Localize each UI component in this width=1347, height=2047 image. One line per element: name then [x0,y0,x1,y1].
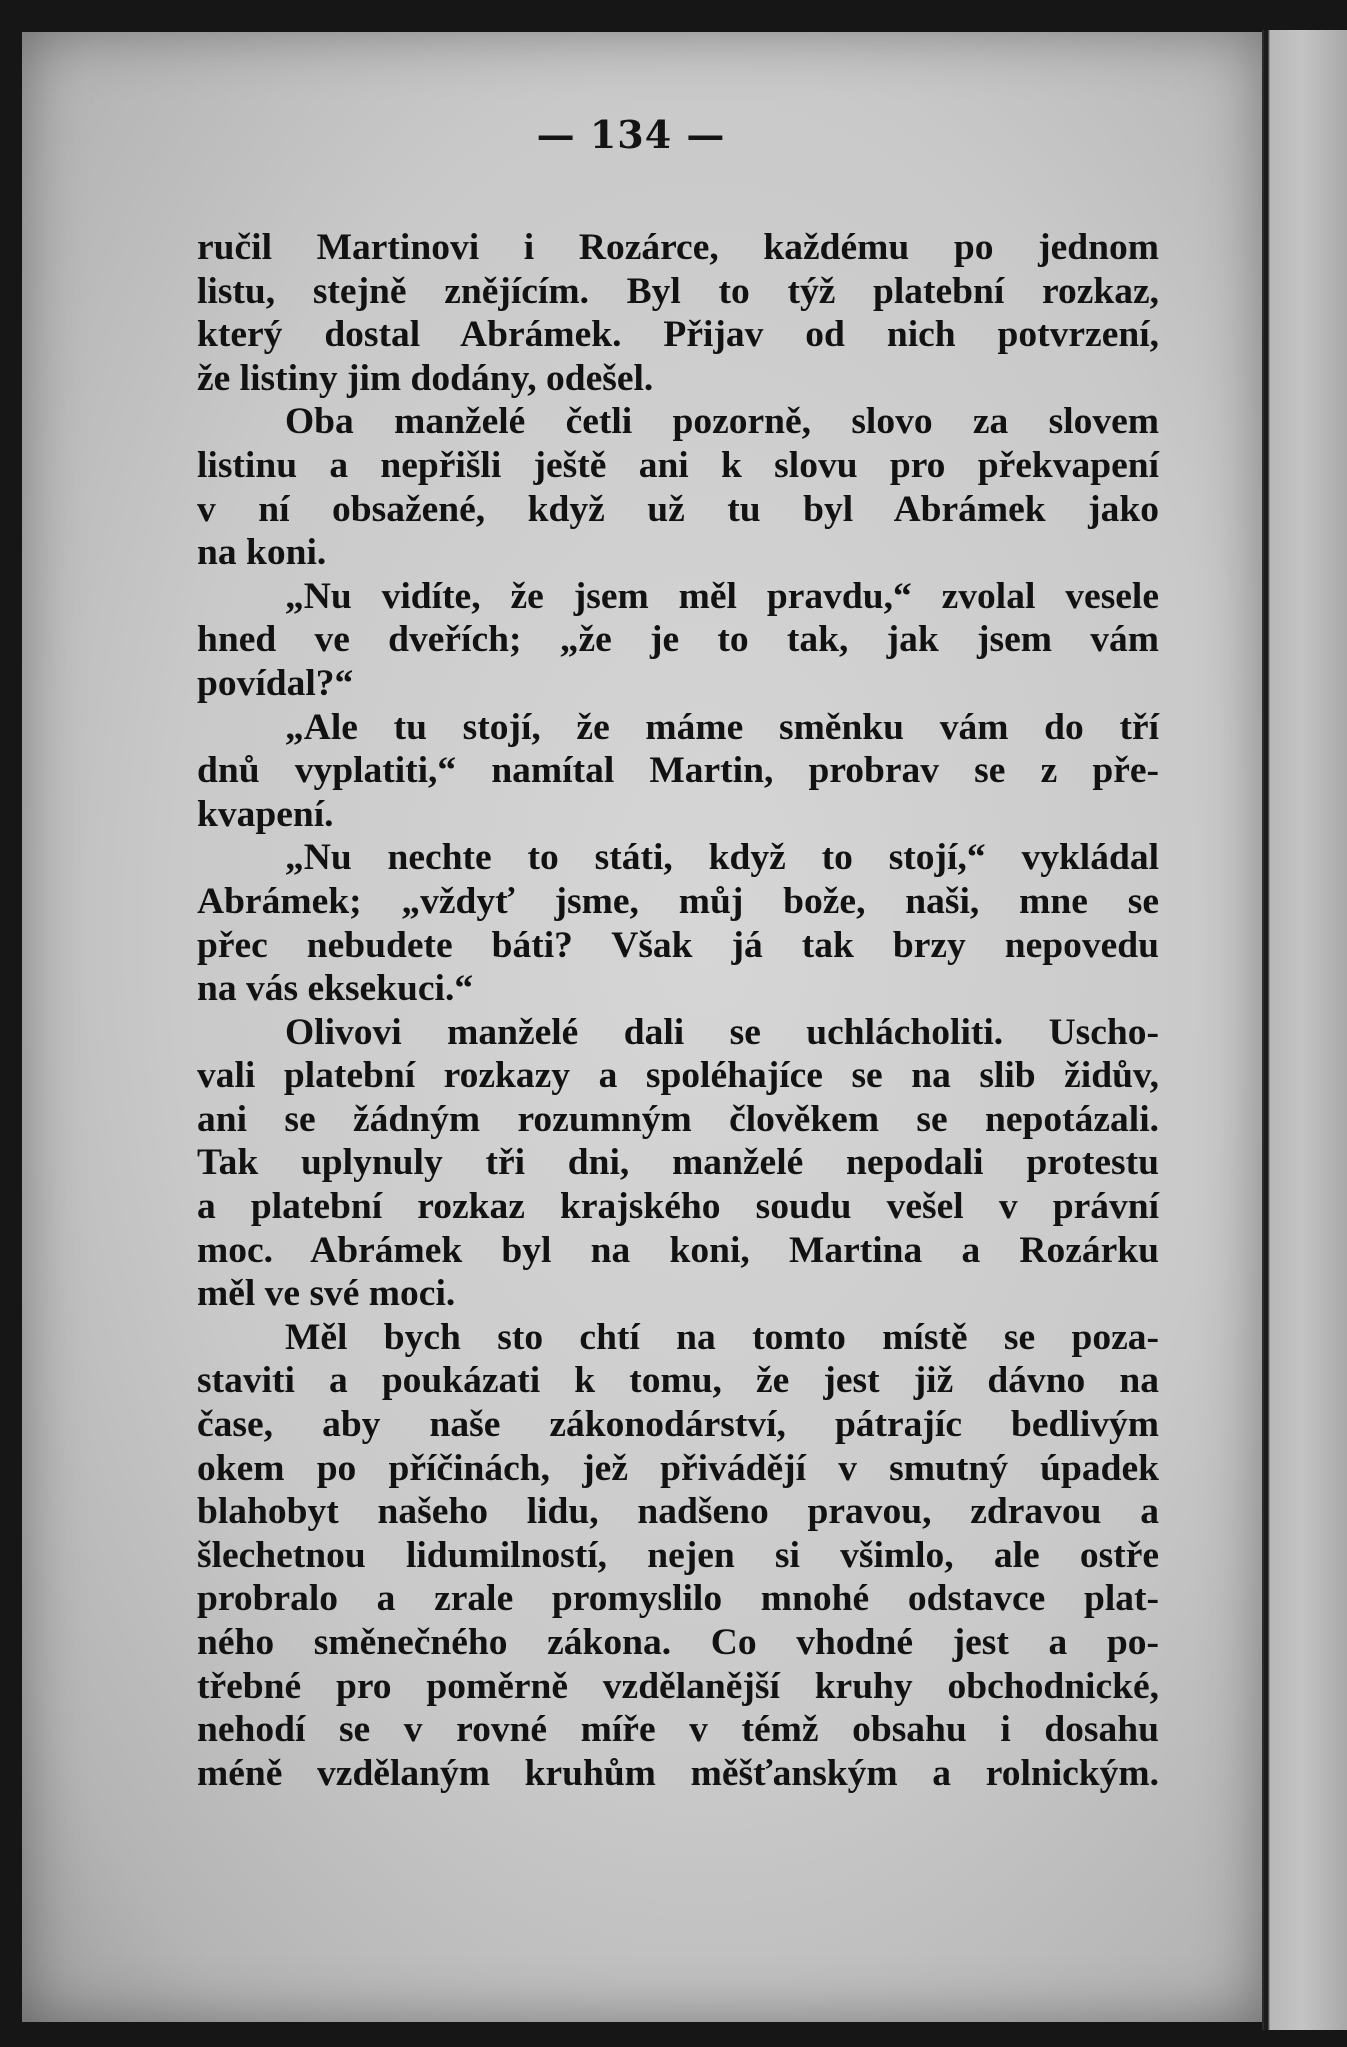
text-line: kvapení. [197,793,334,835]
page-number: — 134 — [536,112,726,157]
text-line: Oba manželé četli pozorně, slovo za slovem [285,401,1159,443]
text-line: měl ve své moci. [197,1273,456,1315]
text-line: ručil Martinovi i Rozárce, každému po jednom [197,227,1159,268]
text-line: ného směnečného zákona. Co vhodné jest a po- [197,1622,1159,1663]
text-line: nehodí se v rovné míře v témž obsahu i dosahu [197,1709,1159,1751]
text-line: že listiny jim dodány, odešel. [197,357,654,399]
text-line: v ní obsažené, když už tu byl Abrámek jako [197,488,1159,530]
text-line: „Nu vidíte, že jsem měl pravdu,“ zvolal vesele [285,575,1159,617]
text-line: třebné pro poměrně vzdělanější kruhy obchodnické, [197,1665,1159,1707]
text-line: ani se žádným rozumným člověkem se nepotázali. [197,1098,1159,1140]
text-line: „Nu nechte to státi, když to stojí,“ vykládal [285,837,1159,879]
text-line: Abrámek; „vždyť jsme, můj bože, naši, mne se [197,880,1159,922]
text-line: který dostal Abrámek. Přijav od nich potvrzení, [197,314,1159,356]
text-line: moc. Abrámek byl na koni, Martina a Rozárku [197,1229,1159,1271]
text-line: Měl bych sto chtí na tomto místě se poza- [285,1316,1159,1358]
text-line: blahobyt našeho lidu, nadšeno pravou, zdravou a [197,1491,1159,1533]
text-line: na koni. [197,532,327,574]
text-line: a platební rozkaz krajského soudu vešel v právní [197,1186,1159,1228]
text-line: listinu a nepřišli ještě ani k slovu pro překvapení [197,444,1159,486]
text-line: vali platební rozkazy a spoléhajíce se na slib židův, [197,1055,1159,1097]
text-line: přec nebudete báti? Však já tak brzy nepovedu [197,924,1159,966]
text-line: staviti a poukázati k tomu, že jest již dávno na [197,1360,1159,1402]
text-line: čase, aby naše zákonodárství, pátrajíc bedlivým [197,1404,1159,1446]
text-line: „Ale tu stojí, že máme směnku vám do tří [285,706,1159,748]
body-text [197,226,1159,1795]
text-line: okem po příčinách, jež přivádějí v smutný úpadek [197,1447,1159,1489]
text-line: Tak uplynuly tři dni, manželé nepodali protestu [197,1142,1159,1184]
page-gutter-line [1264,30,1268,2030]
text-line: listu, stejně znějícím. Byl to týž platební rozkaz, [197,270,1159,312]
text-line: méně vzdělaným kruhům měšťanským a rolnickým. [197,1752,1159,1794]
text-line: Olivovi manželé dali se uchlácholiti. Uscho- [285,1011,1159,1053]
text-line: povídal?“ [197,662,354,704]
text-line: dnů vyplatiti,“ namítal Martin, probrav se z pře- [197,750,1159,792]
next-page-edge [1262,30,1347,2030]
text-line: na vás eksekuci.“ [197,968,474,1010]
text-line: hned ve dveřích; „že je to tak, jak jsem vám [197,619,1159,661]
text-line: probralo a zrale promyslilo mnohé odstavce plat- [197,1578,1159,1620]
text-line: šlechetnou lidumilností, nejen si všimlo, ale ostře [197,1534,1159,1576]
